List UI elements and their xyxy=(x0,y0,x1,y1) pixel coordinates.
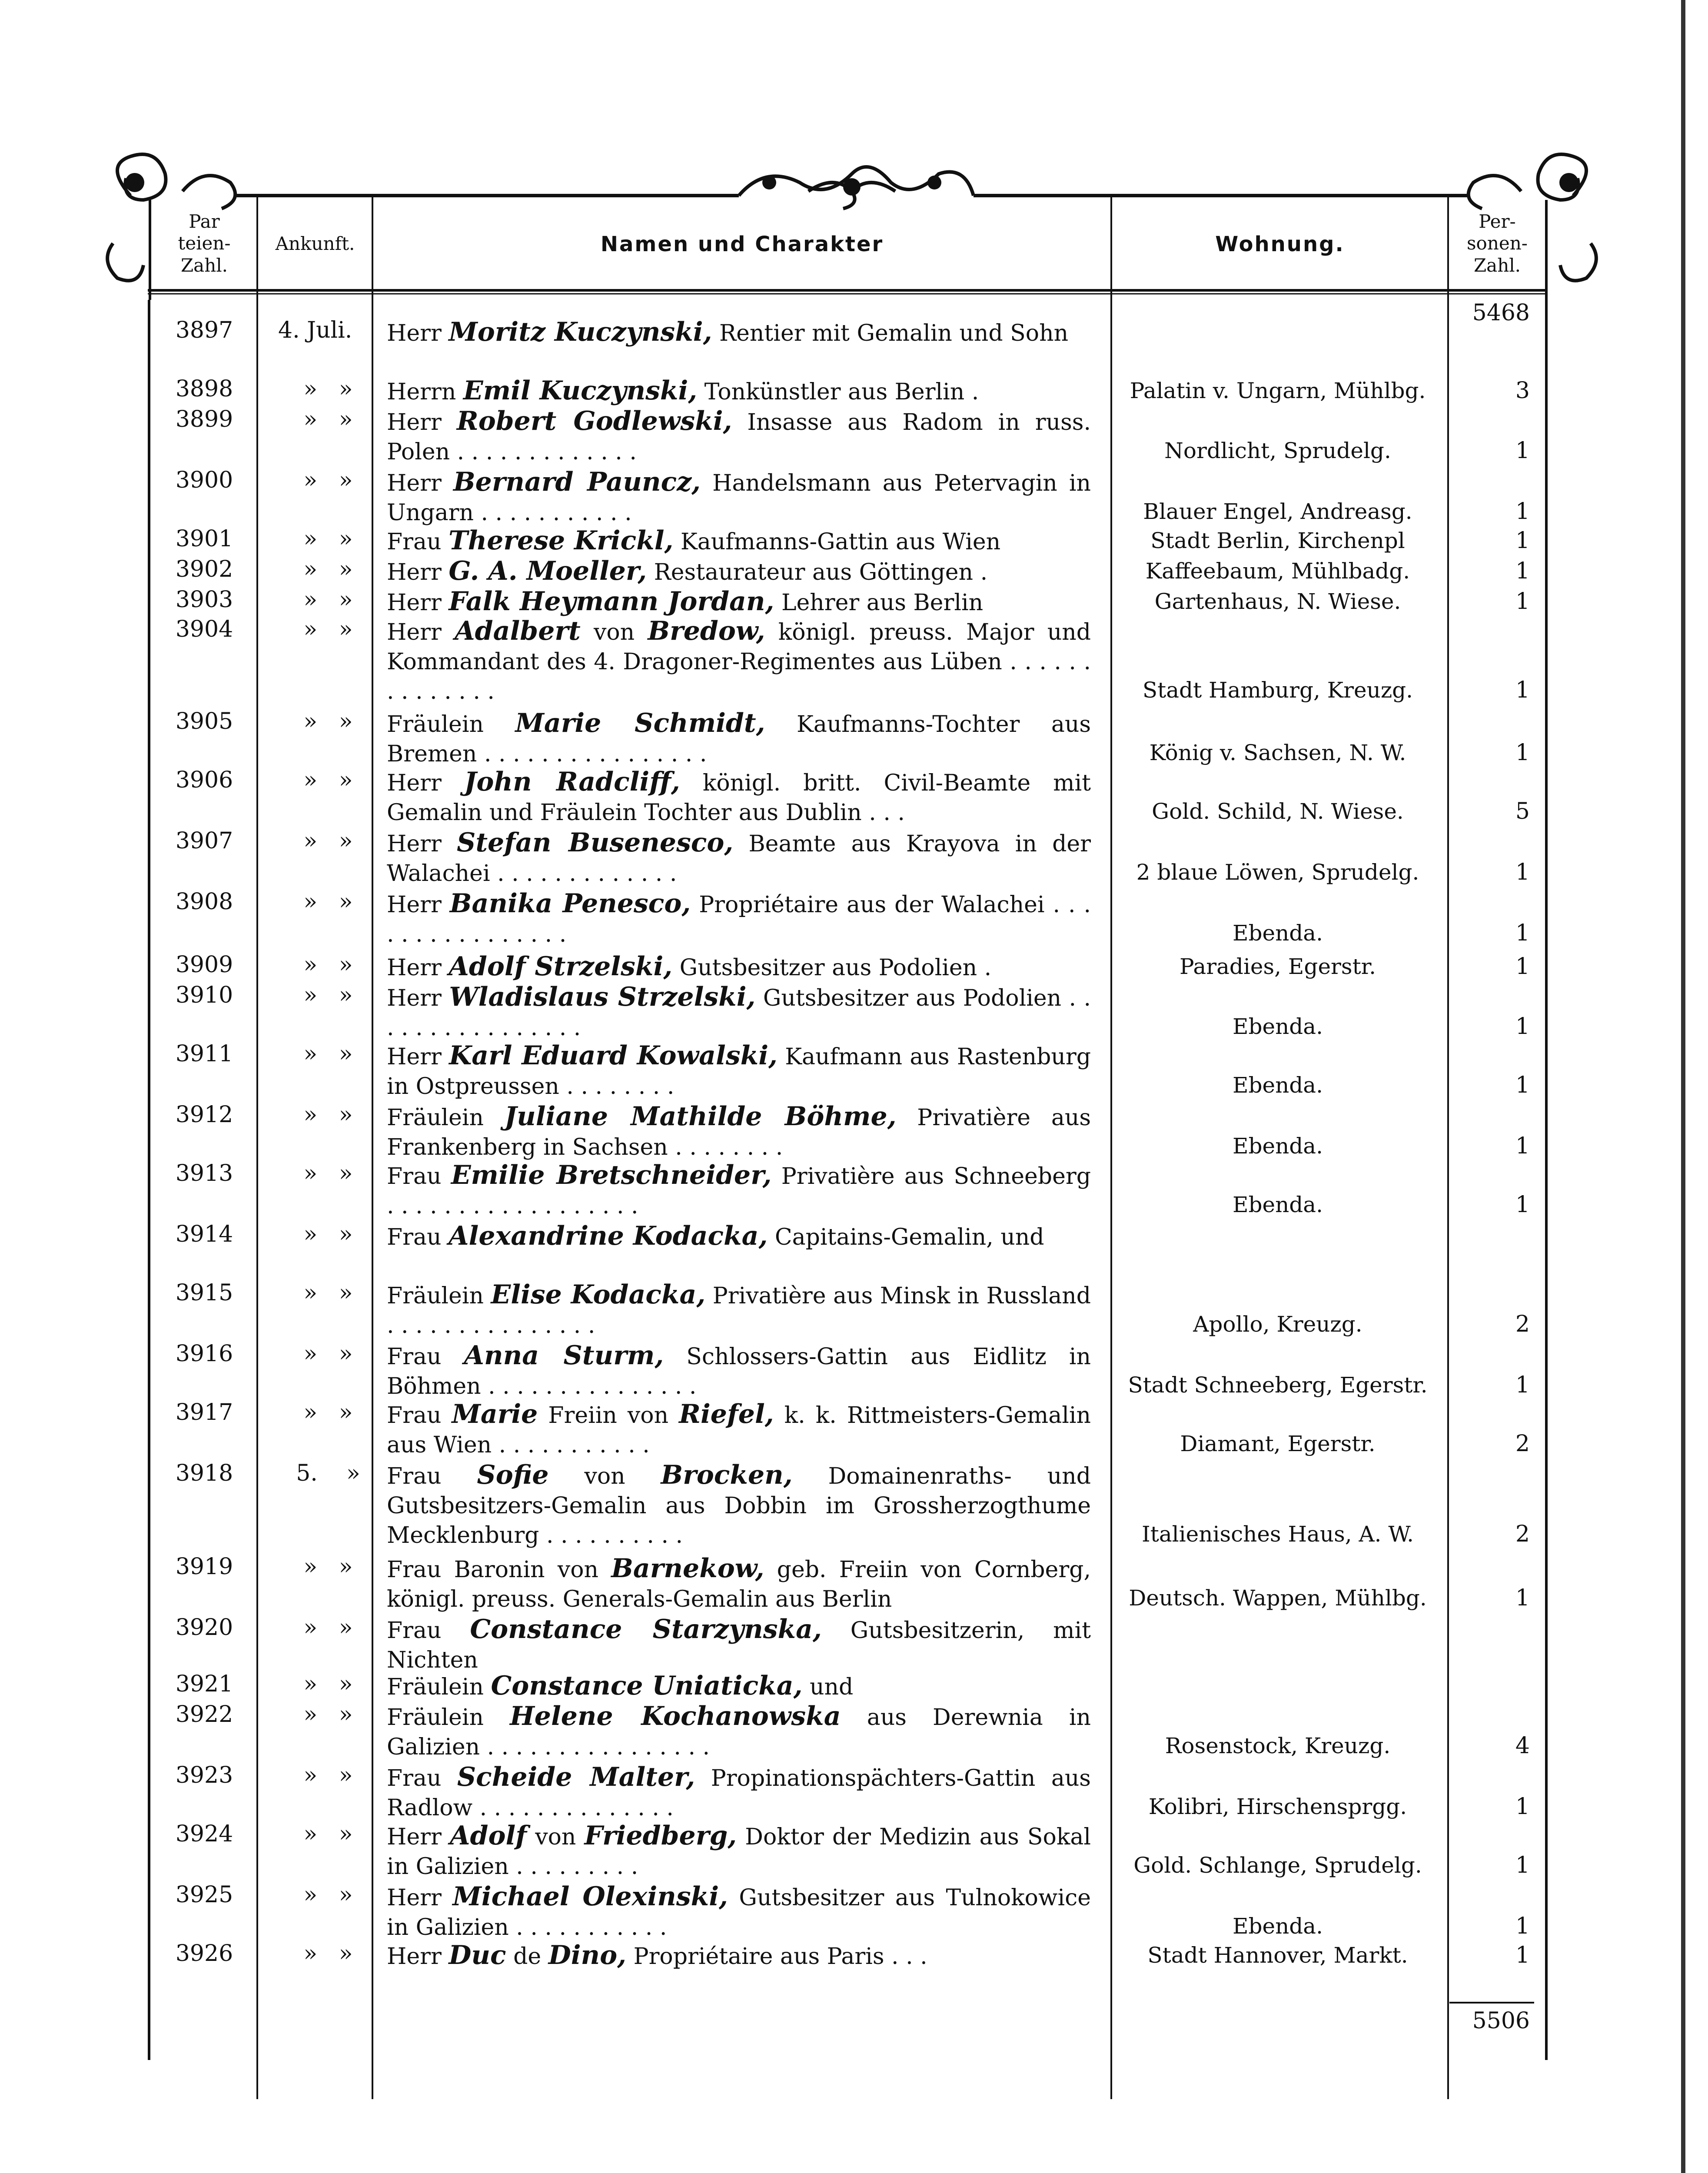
guest-text: Restaurateur aus Göttingen . xyxy=(647,559,988,585)
guest-text: Herr xyxy=(387,470,453,496)
guest-text: Gutsbesitzer aus Tulnokowice in Galizien . . . . . . . . . . . xyxy=(387,1885,1091,1940)
header-parteien-zahl: Par teien- Zahl. xyxy=(178,211,231,276)
divider-col1 xyxy=(256,196,258,2099)
guest-text: Frau xyxy=(387,1618,470,1644)
arrival-date: » » xyxy=(303,526,353,552)
persons-count: 5 xyxy=(1515,798,1530,824)
guest-text: Herr xyxy=(387,955,449,981)
party-number: 3918 xyxy=(175,1460,233,1486)
party-number: 3897 xyxy=(175,317,233,343)
guest-text: Herr xyxy=(387,559,449,585)
total-count: 5506 xyxy=(1472,2008,1530,2034)
party-number: 3902 xyxy=(175,556,233,582)
guest-name-and-character xyxy=(387,556,1091,587)
persons-count: 1 xyxy=(1515,498,1530,525)
guest-name-and-character xyxy=(387,406,1091,467)
guest-name-emphasis: Robert Godlewski, xyxy=(456,406,732,436)
arrival-date: » » xyxy=(303,616,353,642)
guest-text: Capitains-Gemalin, und xyxy=(768,1224,1044,1250)
lodging-address: Blauer Engel, Andreasg. xyxy=(1143,499,1412,524)
arrival-date: » » xyxy=(303,1280,353,1306)
guest-name-emphasis: Banika Penesco, xyxy=(449,888,691,919)
arrival-date: 4. Juli. xyxy=(278,317,352,343)
guest-text: Domainenraths- und Gutsbesitzers-Gemalin aus Dobbin im Grossherzogthume Mecklenburg . . . . . . . . . . xyxy=(387,1463,1091,1548)
lodging-address: Paradies, Egerstr. xyxy=(1179,954,1376,979)
guest-name-and-character xyxy=(387,1615,1091,1675)
guest-name-and-character xyxy=(387,1160,1091,1221)
arrival-date: » » xyxy=(303,1821,353,1847)
lodging-address: 2 blaue Löwen, Sprudelg. xyxy=(1136,860,1419,885)
guest-name-emphasis: Elise Kodacka, xyxy=(491,1279,706,1310)
right-page-edge xyxy=(1681,0,1685,2173)
party-number: 3917 xyxy=(175,1399,233,1425)
guest-name-and-character xyxy=(387,1341,1091,1401)
guest-text: Fräulein xyxy=(387,1105,505,1131)
arrival-date: » » xyxy=(303,406,353,432)
guest-text: Herr xyxy=(387,831,457,857)
guest-text: Fräulein xyxy=(387,1283,491,1309)
party-number: 3926 xyxy=(175,1940,233,1967)
party-number: 3914 xyxy=(175,1221,233,1247)
guest-text: de xyxy=(506,1944,548,1970)
persons-count: 1 xyxy=(1515,1013,1530,1040)
guest-name-emphasis: Juliane Mathilde Böhme, xyxy=(504,1101,897,1132)
party-number: 3910 xyxy=(175,982,233,1008)
guest-text: Propinationspächters-Gattin aus Radlow . . . . . . . . . . . . . . xyxy=(387,1765,1091,1821)
guest-name-and-character xyxy=(387,616,1091,706)
header-ankunft: Ankunft. xyxy=(275,233,355,254)
guest-name-emphasis: Helene Kochanowska xyxy=(510,1701,841,1731)
guest-name-emphasis: Emil Kuczynski, xyxy=(463,375,698,406)
guest-name-and-character xyxy=(387,952,1091,983)
guest-name-and-character xyxy=(387,828,1091,888)
guest-name-and-character xyxy=(387,1399,1091,1460)
guest-text: Herr xyxy=(387,770,464,796)
guest-name-emphasis: Scheide Malter, xyxy=(457,1762,695,1792)
arrival-date: » » xyxy=(303,767,353,793)
arrival-date: » » xyxy=(303,1554,353,1580)
guest-name-emphasis: Wladislaus Strzelski, xyxy=(449,982,756,1012)
guest-text: Fräulein xyxy=(387,1674,491,1700)
guest-name-emphasis: Riefel, xyxy=(679,1399,774,1429)
party-number: 3907 xyxy=(175,828,233,854)
guest-name-emphasis: Alexandrine Kodacka, xyxy=(448,1221,768,1251)
guest-name-emphasis: Constance Starzynska, xyxy=(470,1614,822,1645)
guest-text: Frau xyxy=(387,1224,449,1250)
lodging-address: Stadt Hannover, Markt. xyxy=(1147,1943,1408,1968)
guest-name-emphasis: Bernard Pauncz, xyxy=(453,467,701,497)
guest-text: und xyxy=(802,1674,854,1700)
guest-text: Privatière aus Frankenberg in Sachsen . . . . . . . . xyxy=(387,1105,1091,1160)
guest-name-and-character xyxy=(387,1102,1091,1162)
party-number: 3912 xyxy=(175,1102,233,1128)
guest-name-and-character xyxy=(387,1460,1091,1550)
header-wohnung: Wohnung. xyxy=(1215,232,1345,256)
guest-name-and-character xyxy=(387,317,1091,348)
arrival-date: » » xyxy=(303,376,353,402)
party-number: 3908 xyxy=(175,889,233,915)
guest-text: geb. Freiin von Cornberg, königl. preuss. Generals-Gemalin aus Berlin xyxy=(387,1557,1091,1612)
lodging-address: Diamant, Egerstr. xyxy=(1180,1431,1376,1456)
party-number: 3899 xyxy=(175,406,233,432)
guest-name-and-character xyxy=(387,1554,1091,1614)
guest-name-emphasis: Moritz Kuczynski, xyxy=(449,317,712,347)
guest-name-emphasis: Falk Heymann Jordan, xyxy=(449,586,774,617)
guest-name-and-character xyxy=(387,1762,1091,1823)
guest-name-and-character xyxy=(387,767,1091,827)
persons-count: 1 xyxy=(1515,1794,1530,1820)
guest-name-and-character xyxy=(387,467,1091,528)
lodging-address: Stadt Berlin, Kirchenpl xyxy=(1150,528,1405,553)
arrival-date: » » xyxy=(303,1041,353,1067)
party-number: 3924 xyxy=(175,1821,233,1847)
guest-name-emphasis: G. A. Moeller, xyxy=(449,556,647,586)
persons-count: 1 xyxy=(1515,1852,1530,1878)
guest-text: Doktor der Medizin aus Sokal in Galizien . . . . . . . . . xyxy=(387,1824,1091,1880)
guest-text: Frau Baronin von xyxy=(387,1557,611,1583)
guest-text: Frau xyxy=(387,1765,457,1791)
guest-name-and-character xyxy=(387,1882,1091,1942)
guest-name-and-character xyxy=(387,1280,1091,1340)
lodging-address: Ebenda. xyxy=(1232,1192,1323,1217)
guest-text: Frau xyxy=(387,529,449,555)
arrival-date: » » xyxy=(303,708,353,734)
guest-name-emphasis: Karl Eduard Kowalski, xyxy=(449,1040,778,1071)
guest-name-and-character xyxy=(387,708,1091,769)
party-number: 3920 xyxy=(175,1615,233,1641)
guest-text: Privatière aus Schneeberg . . . . . . . . . . . . . . . . . . xyxy=(387,1163,1091,1219)
guest-name-and-character xyxy=(387,982,1091,1043)
guest-name-and-character xyxy=(387,526,1091,557)
arrival-date: » » xyxy=(303,1221,353,1247)
guest-text: Frau xyxy=(387,1402,452,1429)
persons-count: 1 xyxy=(1515,677,1530,703)
arrival-date: » » xyxy=(303,587,353,613)
arrival-date: » » xyxy=(303,1102,353,1128)
guest-text: Frau xyxy=(387,1163,451,1190)
guest-text: Propriétaire aus der Walachei . . . . . . . . . . . . . . . . xyxy=(387,892,1091,947)
guest-text: Kaufmanns-Gattin aus Wien xyxy=(673,529,1001,555)
divider-col4 xyxy=(1447,196,1449,2099)
party-number: 3919 xyxy=(175,1554,233,1580)
guest-name-and-character xyxy=(387,587,1091,618)
guest-text: Herr xyxy=(387,1944,449,1970)
guest-name-emphasis: Michael Olexinski, xyxy=(452,1881,728,1912)
arrival-date: » » xyxy=(303,1701,353,1728)
guest-text: Gutsbesitzerin, mit Nichten xyxy=(387,1618,1091,1673)
lodging-address: Ebenda. xyxy=(1232,1914,1323,1939)
party-number: 3911 xyxy=(175,1041,233,1067)
guest-text: Fräulein xyxy=(387,711,515,738)
right-frame-line xyxy=(1545,300,1548,2060)
guest-name-and-character xyxy=(387,1821,1091,1881)
persons-count: 1 xyxy=(1515,1942,1530,1968)
guest-text: von xyxy=(548,1463,661,1489)
persons-count: 1 xyxy=(1515,1072,1530,1098)
arrival-date: » » xyxy=(303,1615,353,1641)
guest-text: Kaufmann aus Rastenburg in Ostpreussen . . . . . . . . xyxy=(387,1044,1091,1100)
guest-text: Herr xyxy=(387,892,450,918)
party-number: 3906 xyxy=(175,767,233,793)
party-number: 3913 xyxy=(175,1160,233,1186)
guest-text: Gutsbesitzer aus Podolien . xyxy=(672,955,992,981)
lodging-address: Rosenstock, Kreuzg. xyxy=(1165,1733,1391,1758)
carry-forward-count: 5468 xyxy=(1472,300,1530,326)
guest-text: Propriétaire aus Paris . . . xyxy=(626,1944,927,1970)
persons-count: 1 xyxy=(1515,1192,1530,1218)
persons-count: 1 xyxy=(1515,740,1530,766)
party-number: 3922 xyxy=(175,1701,233,1728)
guest-text: Fräulein xyxy=(387,1705,510,1731)
guest-name-emphasis: Sofie xyxy=(477,1460,549,1490)
persons-count: 1 xyxy=(1515,920,1530,946)
lodging-address: Italienisches Haus, A. W. xyxy=(1142,1522,1414,1547)
lodging-address: Ebenda. xyxy=(1232,1073,1323,1098)
arrival-date: » » xyxy=(303,1762,353,1788)
guest-text: Handelsmann aus Petervagin in Ungarn . . . . . . . . . . . xyxy=(387,470,1091,526)
guest-name-and-character xyxy=(387,1221,1091,1252)
lodging-address: Gartenhaus, N. Wiese. xyxy=(1154,589,1401,614)
arrival-date: » » xyxy=(303,828,353,854)
persons-count: 4 xyxy=(1515,1733,1530,1759)
persons-count: 1 xyxy=(1515,1913,1530,1939)
lodging-address: Gold. Schlange, Sprudelg. xyxy=(1133,1853,1422,1878)
guest-text: Herr xyxy=(387,1824,450,1850)
persons-count: 1 xyxy=(1515,438,1530,464)
persons-count: 2 xyxy=(1515,1431,1530,1457)
guest-text: aus Derewnia in Galizien . . . . . . . . . . . . . . . . xyxy=(387,1705,1091,1760)
party-number: 3900 xyxy=(175,467,233,493)
guest-text: Rentier mit Gemalin und Sohn xyxy=(712,320,1069,346)
guest-name-emphasis: Stefan Busenesco, xyxy=(456,827,734,858)
persons-count: 3 xyxy=(1515,378,1530,404)
guest-name-emphasis: Adolf xyxy=(449,1821,527,1851)
guest-name-emphasis: Barnekow, xyxy=(611,1553,764,1584)
guest-name-and-character xyxy=(387,889,1091,949)
total-rule xyxy=(0,1999,1708,2008)
party-number: 3915 xyxy=(175,1280,233,1306)
arrival-date: » » xyxy=(303,467,353,493)
guest-text: Herr xyxy=(387,985,449,1011)
lodging-address: Ebenda. xyxy=(1232,920,1323,946)
guest-text: von xyxy=(580,619,648,645)
party-number: 3921 xyxy=(175,1671,233,1697)
persons-count: 2 xyxy=(1515,1311,1530,1337)
arrival-date: » » xyxy=(303,889,353,915)
persons-count: 2 xyxy=(1515,1521,1530,1547)
arrival-date: » » xyxy=(303,952,353,978)
arrival-date: » » xyxy=(303,1399,353,1425)
lodging-address: Deutsch. Wappen, Mühlbg. xyxy=(1129,1585,1427,1611)
persons-count: 1 xyxy=(1515,1133,1530,1159)
guest-text: Herr xyxy=(387,1044,449,1070)
guest-name-emphasis: John Radcliff, xyxy=(464,767,680,797)
party-number: 3903 xyxy=(175,587,233,613)
guest-name-and-character xyxy=(387,1701,1091,1762)
guest-text: königl. britt. Civil-Beamte mit Gemalin und Fräulein Tochter aus Dublin . . . xyxy=(387,770,1091,826)
lodging-address: Nordlicht, Sprudelg. xyxy=(1164,438,1391,463)
lodging-address: Stadt Hamburg, Kreuzg. xyxy=(1142,678,1413,703)
guest-text: Frau xyxy=(387,1344,464,1370)
guest-text: Gutsbesitzer aus Podolien . . . . . . . . . . . . . . . . xyxy=(387,985,1091,1041)
guest-name-emphasis: Adolf Strzelski, xyxy=(449,951,673,982)
guest-name-emphasis: Emilie Bretschneider, xyxy=(451,1160,772,1190)
lodging-address: Ebenda. xyxy=(1232,1014,1323,1039)
guest-name-and-character xyxy=(387,376,1091,407)
party-number: 3905 xyxy=(175,708,233,734)
party-number: 3925 xyxy=(175,1882,233,1908)
guest-name-emphasis: Brocken, xyxy=(661,1460,793,1490)
header-namen-und-charakter: Namen und Charakter xyxy=(600,232,884,256)
lodging-address: Stadt Schneeberg, Egerstr. xyxy=(1128,1372,1428,1398)
guest-name-emphasis: Adalbert xyxy=(455,616,581,646)
guest-text: Privatière aus Minsk in Russland . . . . . . . . . . . . . . . xyxy=(387,1283,1091,1339)
guest-text: Herr xyxy=(387,320,449,346)
guest-text: Freiin von xyxy=(538,1402,679,1429)
arrival-date: » » xyxy=(303,1940,353,1967)
lodging-address: König v. Sachsen, N. W. xyxy=(1149,740,1406,765)
persons-count: 1 xyxy=(1515,859,1530,885)
persons-count: 1 xyxy=(1515,528,1530,554)
guest-text: Frau xyxy=(387,1463,477,1489)
party-number: 3904 xyxy=(175,616,233,642)
party-number: 3901 xyxy=(175,526,233,552)
guest-name-emphasis: Marie Schmidt, xyxy=(515,708,765,738)
persons-count: 1 xyxy=(1515,1372,1530,1398)
guest-name-emphasis: Constance Uniaticka, xyxy=(491,1671,803,1701)
arrival-date: » » xyxy=(303,1160,353,1186)
arrival-date: » » xyxy=(303,556,353,582)
guest-name-and-character xyxy=(387,1041,1091,1101)
guest-text: königl. preuss. Major und Kommandant des 4. Dragoner-Regimentes aus Lüben . . . . . . . . . . . . . . xyxy=(387,619,1091,704)
guest-name-emphasis: Marie xyxy=(452,1399,538,1429)
arrival-date: » » xyxy=(303,982,353,1008)
arrival-date: » » xyxy=(303,1341,353,1367)
party-number: 3909 xyxy=(175,952,233,978)
left-frame-line xyxy=(148,300,150,2060)
guest-name-emphasis: Friedberg, xyxy=(584,1821,737,1851)
guest-text: Herrn xyxy=(387,379,463,405)
lodging-address: Apollo, Kreuzg. xyxy=(1193,1312,1362,1337)
persons-count: 1 xyxy=(1515,558,1530,584)
guest-text: von xyxy=(527,1824,585,1850)
guest-name-emphasis: Anna Sturm, xyxy=(464,1340,664,1371)
arrival-date: » » xyxy=(303,1882,353,1908)
guest-text: Tonkünstler aus Berlin . xyxy=(697,379,979,405)
party-number: 3916 xyxy=(175,1341,233,1367)
party-number: 3898 xyxy=(175,376,233,402)
persons-count: 1 xyxy=(1515,1585,1530,1611)
arrival-date: » » xyxy=(303,1671,353,1697)
guest-name-emphasis: Therese Krickl, xyxy=(448,525,674,556)
lodging-address: Ebenda. xyxy=(1232,1133,1323,1159)
guest-text: Schlossers-Gattin aus Eidlitz in Böhmen . . . . . . . . . . . . . . . xyxy=(387,1344,1091,1399)
lodging-address: Kaffeebaum, Mühlbadg. xyxy=(1145,558,1410,584)
guest-text: Herr xyxy=(387,590,449,616)
guest-text: Herr xyxy=(387,1885,453,1911)
guest-text: k. k. Rittmeisters-Gemalin aus Wien . . . . . . . . . . . xyxy=(387,1402,1091,1458)
guest-name-and-character xyxy=(387,1940,1091,1971)
guest-name-emphasis: Bredow, xyxy=(648,616,765,646)
header-personen-zahl: Per- sonen- Zahl. xyxy=(1467,211,1528,276)
guest-text: Lehrer aus Berlin xyxy=(774,590,984,616)
guest-name-and-character xyxy=(387,1671,1091,1702)
guest-text: Herr xyxy=(387,409,457,435)
guest-text: Insasse aus Radom in russ. Polen . . . . . . . . . . . . . xyxy=(387,409,1091,465)
lodging-address: Kolibri, Hirschensprgg. xyxy=(1148,1794,1407,1819)
arrival-date: 5. » xyxy=(296,1460,360,1486)
persons-count: 1 xyxy=(1515,954,1530,980)
guest-name-emphasis: Duc xyxy=(449,1940,506,1970)
guest-text: Kaufmanns-Tochter aus Bremen . . . . . . . . . . . . . . . . xyxy=(387,711,1091,767)
lodging-address: Gold. Schild, N. Wiese. xyxy=(1152,799,1404,824)
guest-text: Beamte aus Krayova in der Walachei . . . . . . . . . . . . . xyxy=(387,831,1091,887)
guest-name-emphasis: Dino, xyxy=(548,1940,627,1970)
persons-count: 1 xyxy=(1515,588,1530,615)
party-number: 3923 xyxy=(175,1762,233,1788)
lodging-address: Palatin v. Ungarn, Mühlbg. xyxy=(1130,378,1426,403)
guest-text: Herr xyxy=(387,619,455,645)
